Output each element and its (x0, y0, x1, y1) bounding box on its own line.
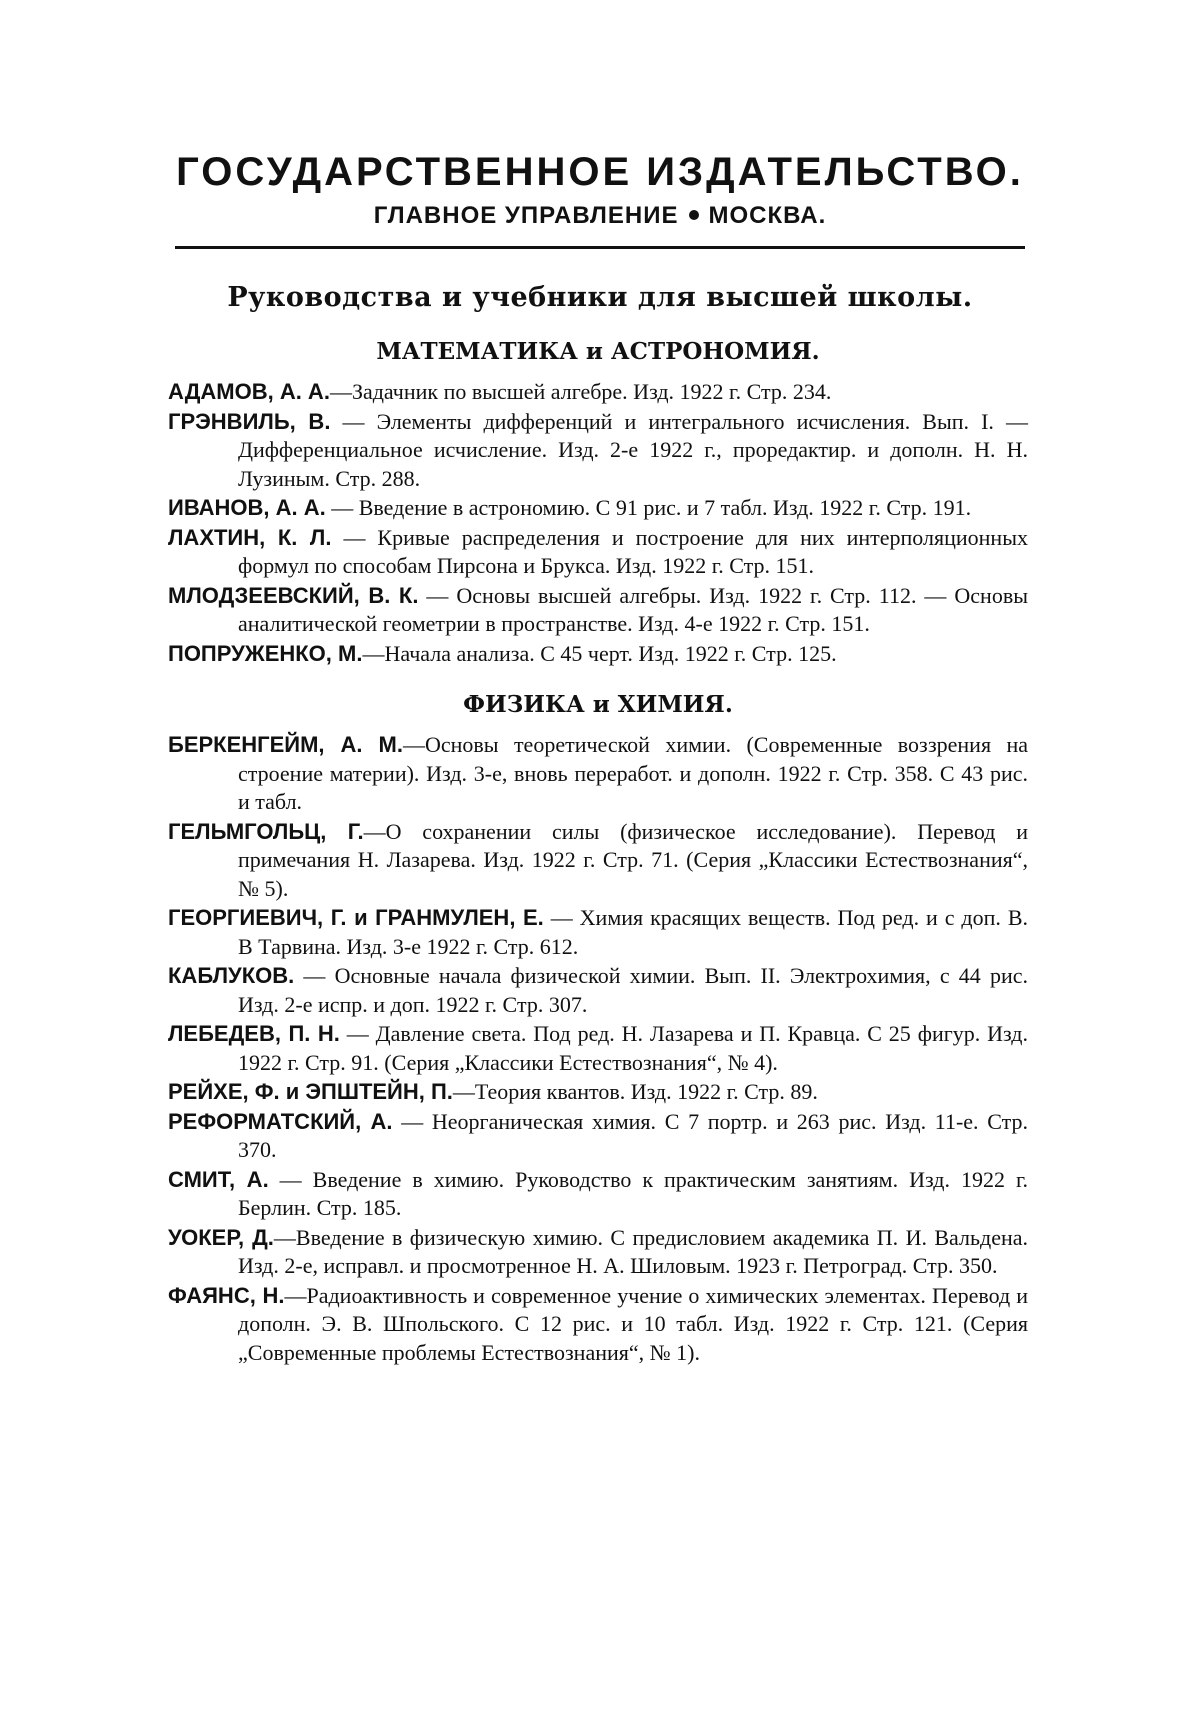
entry-description: — Основные начала физической химии. Вып. II. Электрохимия, с 44 рис. Изд. 2-е испр. и доп. 1922 г. Стр. 307. (238, 963, 1028, 1017)
entry-author: СМИТ, А. (168, 1166, 269, 1192)
entry-description: — Неорганическая химия. С 7 портр. и 263 рис. Изд. 11-е. Стр. 370. (238, 1108, 1028, 1162)
publisher-subhead (0, 202, 1200, 230)
entry-description: — Введение в химию. Руководство к практическим занятиям. Изд. 1922 г. Берлин. Стр. 185. (238, 1166, 1028, 1220)
entry-description: — Элементы дифференций и интегрального исчисления. Вып. I. — Дифференциальное исчисление. Изд. 2-е 1922 г., проредактир. и дополн. Н. Н. Лузиным. Стр. 288. (238, 408, 1028, 491)
entry-description: — Кривые распределения и построение для них интерполяционных формул по способам Пирсона и Брукса. Изд. 1922 г. Стр. 151. (238, 524, 1028, 578)
header-rule (175, 246, 1025, 249)
entry-description: —Теория квантов. Изд. 1922 г. Стр. 89. (452, 1079, 818, 1104)
catalog-entry (168, 494, 1028, 523)
catalog-entry (168, 904, 1028, 961)
catalog-entry (168, 962, 1028, 1019)
entry-description: — Введение в астрономию. С 91 рис. и 7 табл. Изд. 1922 г. Стр. 191. (325, 495, 972, 520)
subject-heading: МАТЕМАТИКА и АСТРОНОМИЯ. (376, 338, 820, 365)
entry-author: РЕФОРМАТСКИЙ, А. (168, 1108, 393, 1134)
entry-description: —О сохранении силы (физическое исследование). Перевод и примечания Н. Лазарева. Изд. 1922 г. Стр. 71. (Серия „Классики Естествознания“, № 5). (238, 818, 1028, 901)
subject-heading: ФИЗИКА и ХИМИЯ. (463, 691, 733, 718)
entry-description: — Основы высшей алгебры. Изд. 1922 г. Стр. 112. — Основы аналитической геометрии в пространстве. Изд. 4-е 1922 г. Стр. 151. (238, 582, 1028, 636)
entry-description: — Давление света. Под ред. Н. Лазарева и П. Кравца. С 25 фигур. Изд. 1922 г. Стр. 91. (Серия „Классики Естествознания“, № 4). (238, 1021, 1029, 1075)
entry-description: —Начала анализа. С 45 черт. Изд. 1922 г. Стр. 125. (362, 640, 837, 666)
catalog-entry (168, 731, 1028, 817)
catalog-entry (168, 1020, 1028, 1077)
entry-author: ГРЭНВИЛЬ, В. (168, 408, 331, 434)
entry-author: ФАЯНС, Н. (168, 1282, 285, 1308)
entry-description: —Задачник по высшей алгебре. Изд. 1922 г. Стр. 234. (329, 379, 832, 404)
entry-description: — Химия красящих веществ. Под ред. и с доп. В. В Тарвина. Изд. 3-е 1922 г. Стр. 612. (238, 905, 1028, 959)
catalog-entry (168, 818, 1028, 904)
entry-author: ИВАНОВ, А. А. (168, 495, 326, 520)
catalog-entry (168, 524, 1028, 581)
entry-author: БЕРКЕНГЕЙМ, А. М. (168, 732, 403, 757)
catalog-entry (168, 408, 1028, 494)
entry-author: АДАМОВ, А. А. (168, 379, 330, 404)
entry-author: ГЕОРГИЕВИЧ, Г. и ГРАНМУЛЕН, Е. (168, 905, 544, 930)
catalog-entry (168, 1224, 1028, 1281)
subhead-right: МОСКВА. (708, 202, 827, 229)
catalog-entry (168, 640, 1028, 669)
catalog-entry (168, 582, 1028, 639)
section-gap (168, 669, 1028, 683)
catalog-entry (168, 378, 1028, 407)
entry-description: —Радиоактивность и современное учение о химических элементах. Перевод и дополн. Э. В. Шпольского. С 12 рис. и 10 табл. Изд. 1922 г. Стр. 121. (Серия „Современные проблемы Естествознания“, № 1). (238, 1282, 1028, 1365)
subhead-left: ГЛАВНОЕ УПРАВЛЕНИЕ (373, 202, 679, 229)
ornament-icon (689, 210, 699, 220)
catalog-entry (168, 1078, 1028, 1107)
catalog-entry (168, 1166, 1028, 1223)
catalog-entry (168, 1108, 1028, 1165)
entry-author: ЛЕБЕДЕВ, П. Н. (168, 1021, 340, 1046)
entry-description: —Основы теоретической химии. (Современные воззрения на строение материи). Изд. 3-е, вновь переработ. и дополн. 1922 г. Стр. 358. С 43 рис. и табл. (238, 732, 1028, 814)
entry-author: РЕЙХЕ, Ф. и ЭПШТЕЙН, П. (168, 1079, 453, 1104)
entry-author: КАБЛУКОВ. (168, 963, 295, 988)
publisher-name: ГОСУДАРСТВЕННОЕ ИЗДАТЕЛЬСТВО. (176, 150, 1024, 194)
entry-author: ПОПРУЖЕНКО, М. (168, 640, 363, 666)
entry-author: ГЕЛЬМГОЛЬЦ, Г. (168, 818, 364, 844)
catalog-entry (168, 1282, 1028, 1368)
catalog-list (168, 330, 1028, 1368)
entry-author: ЛАХТИН, К. Л. (168, 524, 332, 550)
entry-description: —Введение в физическую химию. С предисловием академика П. И. Вальдена. Изд. 2-е, исправл. и просмотренное Н. А. Шиловым. 1923 г. Петроград. Стр. 350. (238, 1224, 1029, 1278)
entry-author: МЛОДЗЕЕВСКИЙ, В. К. (168, 582, 419, 608)
section-title: Руководства и учебники для высшей школы. (227, 282, 973, 313)
entry-author: УОКЕР, Д. (168, 1224, 274, 1250)
